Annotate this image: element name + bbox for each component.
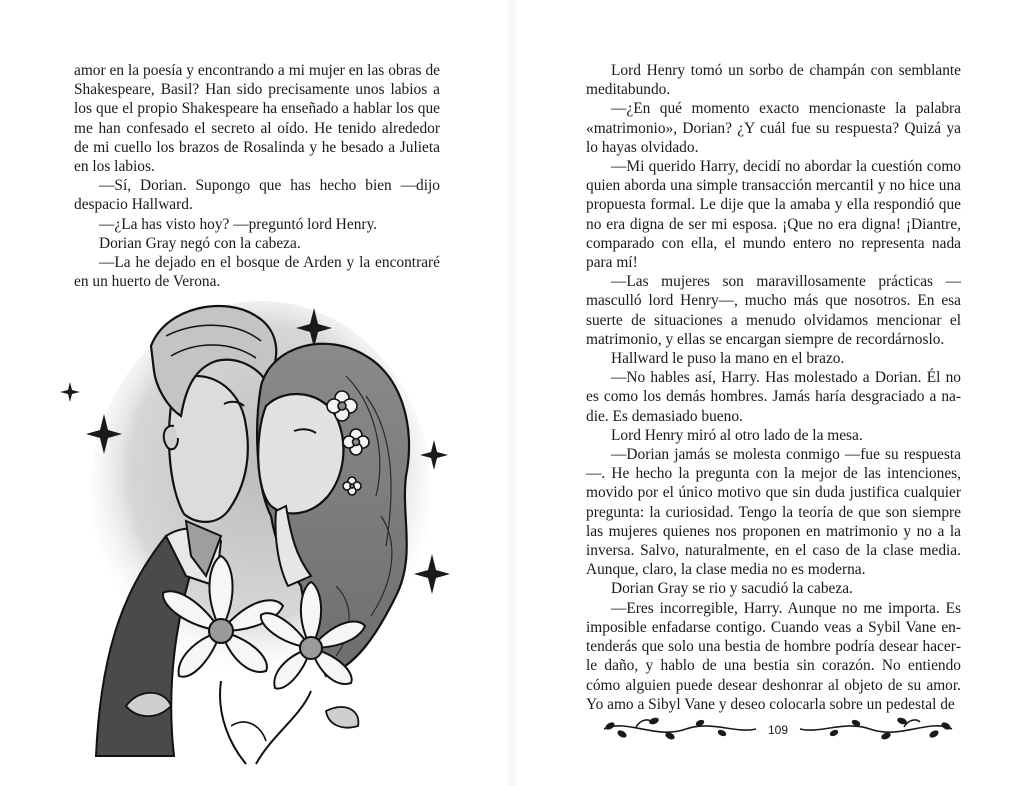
- paragraph: —¿La has visto hoy? —preguntó lord Henry.: [99, 215, 378, 233]
- paragraph: Dorian Gray negó con la cabeza.: [99, 234, 301, 252]
- couple-kissing-illustration: [56, 286, 466, 770]
- page-number: 109: [767, 723, 789, 737]
- paragraph: —Mi querido Harry, decidí no abordar la cuestión como quien aborda una simple transacción mercantil y no hice una propuesta formal. Le dije que la amaba y ella respondió que no era digna de ser mi esposa. ¡Que no era digna! ¡Diantre, comparado con ella, el mundo entero no representa nada para mí!: [586, 158, 961, 272]
- page-footer-ornament: [596, 714, 960, 744]
- paragraph: Dorian Gray se rio y sacudió la cabeza.: [611, 580, 853, 598]
- paragraph: —Las mujeres son maravillosamente prácticas —masculló lord Henry—, mucho más que nosotros. En esa suerte de situaciones a menudo olvidamos mencionar el matrimonio, y ellas se encargan siempre de recordárnoslo.: [586, 273, 961, 348]
- paragraph: —No hables así, Harry. Has molestado a Dorian. Él no es como los demás hombres. Jamás haría desgraciado a nadie. Es demasiado bueno.: [586, 369, 961, 425]
- paragraph: —Dorian jamás se molesta conmigo —fue su respuesta—. He hecho la pregunta con la mejor de las intenciones, movido por el único motivo que sin duda justifica cualquier pregunta: la curiosidad. Tengo la teoría de que son siempre las mujeres quienes nos proponen en matrimonio y no a la inversa. Salvo, naturalmente, en el caso de la clase media. Aunque, claro, la clase media no es moderna.: [586, 446, 961, 579]
- right-page: [512, 0, 1024, 786]
- paragraph: —Sí, Dorian. Supongo que has hecho bien —dijo despacio Hallward.: [74, 177, 440, 214]
- paragraph: Lord Henry miró al otro lado de la mesa.: [611, 426, 863, 444]
- paragraph: —Eres incorregible, Harry. Aunque no me importa. Es imposible enfadarse contigo. Cuando veas a Sybil Vane entenderás que solo una bestia de hombre podría desear hacerle daño, y hablo de una bestia sin corazón. No entiendo cómo alguien puede desear deshonrar al objeto de su amor. Yo amo a Sibyl Vane y deseo colocarla sobre un pedestal de: [586, 599, 961, 713]
- paragraph: —¿En qué momento exacto mencionaste la palabra «matrimonio», Dorian? ¿Y cuál fue su respuesta? Quizá ya lo hayas olvidado.: [586, 100, 961, 156]
- paragraph: amor en la poesía y encontrando a mi mujer en las obras de Shakespeare, Basil? Han sido precisamente unos labios a los que el propio Shakespeare ha enseñado a hablar los que me han confesado el secreto al oído. He tenido alrededor de mi cuello los brazos de Rosalinda y he besado a Julieta en los labios.: [74, 62, 440, 176]
- paragraph: Hallward le puso la mano en el brazo.: [611, 350, 845, 368]
- paragraph: —La he dejado en el bosque de Arden y la encontraré en un huerto de Verona.: [74, 254, 440, 291]
- paragraph: Lord Henry tomó un sorbo de champán con semblante meditabundo.: [586, 62, 961, 99]
- right-page-text: [586, 61, 961, 714]
- left-page-text: [74, 61, 440, 291]
